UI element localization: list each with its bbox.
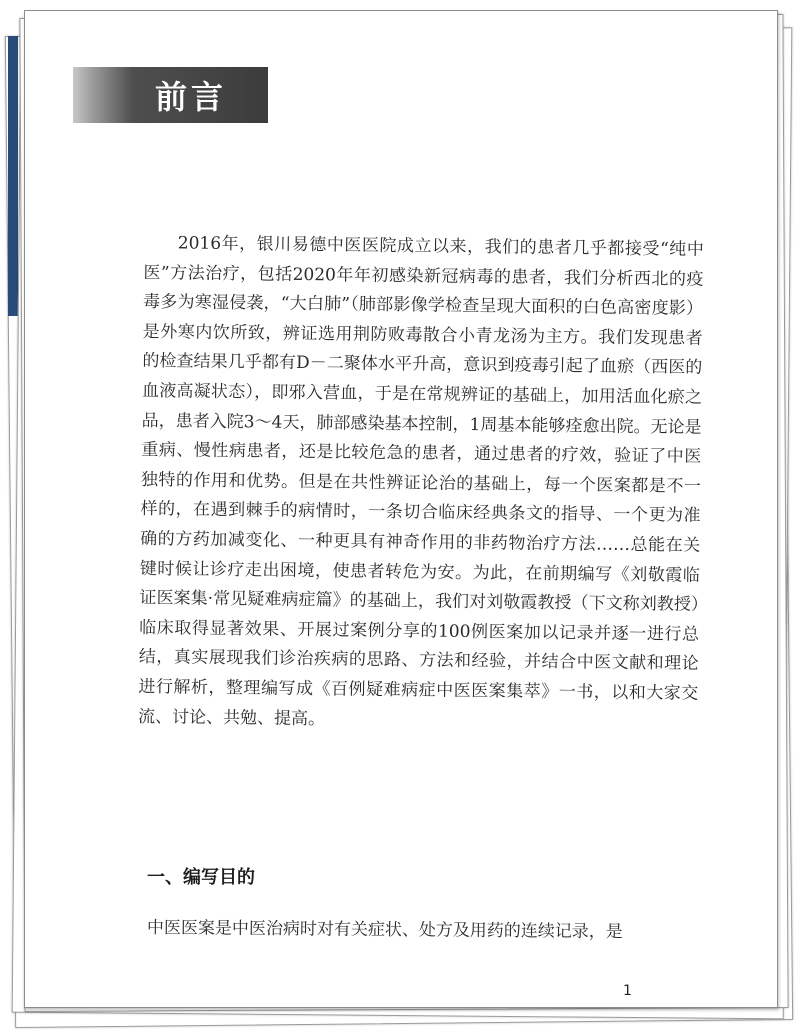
section-heading: 一、编写目的 [147, 867, 255, 888]
page-number: 1 [623, 983, 632, 999]
preface-body [138, 229, 704, 739]
page-title: 前言 [155, 78, 228, 116]
preface-paragraph: 2016年，银川易德中医医院成立以来，我们的患者几乎都接受“纯中医”方法治疗，包括2020年年初感染新冠病毒的患者，我们分析西北的疫毒多为寒湿侵袭，“大白肺”（肺部影像学检查呈现大面积的白色高密度影）是外寒内饮所致，辨证选用荆防败毒散合小青龙汤为主方。我们发现患者的检查结果几乎都有D－二聚体水平升高，意识到疫毒引起了血瘀（西医的血液高凝状态），即邪入营血，于是在常规辨证的基础上，加用活血化瘀之品，患者入院3～4天，肺部感染基本控制，1周基本能够痊愈出院。无论是重病、慢性病患者，还是比较危急的患者，通过患者的疗效，验证了中医独特的作用和优势。但是在共性辨证论治的基础上，每一个医案都是不一样的，在遇到棘手的病情时，一条切合临床经典条文的指导、一个更为准确的方药加减变化、一种更具有神奇作用的非药物治疗方法……总能在关键时候让诊疗走出困境，使患者转危为安。为此，在前期编写《刘敬霞临证医案集·常见疑难病症篇》的基础上，我们对刘敬霞教授（下文称刘教授）临床取得显著效果、开展过案例分享的100例医案加以记录并逐一进行总结，真实展现我们诊治疾病的思路、方法和经验，并结合中医文献和理论进行解析，整理编写成《百例疑难病症中医医案集萃》一书，以和大家交流、讨论、共勉、提高。 [137, 233, 704, 729]
document-page [24, 10, 778, 1008]
section-paragraph: 中医医案是中医治病时对有关症状、处方及用药的连续记录，是 [146, 917, 623, 943]
book-cover-edge [8, 36, 18, 316]
